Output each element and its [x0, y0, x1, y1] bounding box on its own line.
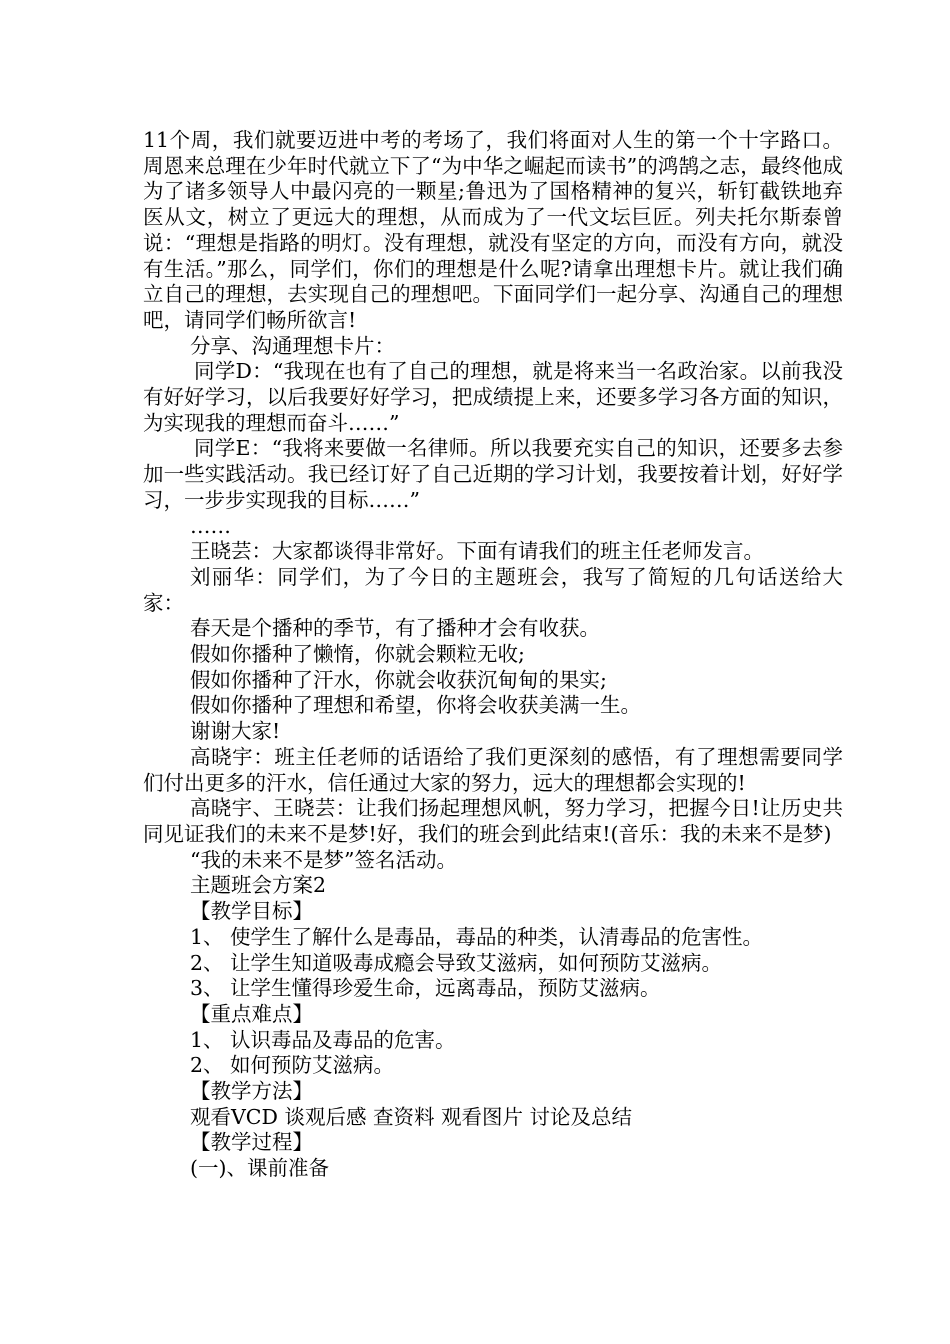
paragraph-student-e: 同学E：“我将来要做一名律师。所以我要充实自己的知识，还要多去参加一些实践活动。我已经订好了自己近期的学习计划，我要按着计划，好好学习，一步步实现我的目标……” — [143, 436, 843, 512]
key-point-item-2: 2、 如何预防艾滋病。 — [190, 1053, 395, 1078]
paragraph-ellipsis: …… — [190, 513, 231, 538]
paragraph-closing: 高晓宇、王晓芸：让我们扬起理想风帆，努力学习，把握今日!让历史共同见证我们的未来不是梦!好，我们的班会到此结束!(音乐：我的未来不是梦) — [143, 796, 843, 846]
section-title-plan-2: 主题班会方案2 — [190, 873, 327, 898]
goal-item-2: 2、 让学生知道吸毒成瘾会导致艾滋病，如何预防艾滋病。 — [190, 950, 723, 975]
paragraph-liu-lihua: 刘丽华：同学们，为了今日的主题班会，我写了简短的几句话送给大家： — [143, 564, 843, 615]
paragraph-thanks: 谢谢大家! — [190, 719, 281, 744]
paragraph-poem-line-2: 假如你播种了懒惰，你就会颗粒无收; — [190, 642, 525, 667]
heading-key-points: 【重点难点】 — [190, 1001, 313, 1026]
teaching-methods-line: 观看VCD 谈观后感 查资料 观看图片 讨论及总结 — [190, 1104, 632, 1129]
heading-teaching-process: 【教学过程】 — [190, 1130, 313, 1155]
heading-teaching-methods: 【教学方法】 — [190, 1079, 313, 1104]
paragraph-wang-xiaoyun: 王晓芸：大家都谈得非常好。下面有请我们的班主任老师发言。 — [190, 539, 764, 564]
paragraph-poem-line-3: 假如你播种了汗水，你就会收获沉甸甸的果实; — [190, 667, 607, 692]
paragraph-student-d: 同学D：“我现在也有了自己的理想，就是将来当一名政治家。以前我没有好好学习，以后我要好好学习，把成绩提上来，还要多学习各方面的知识，为实现我的理想而奋斗……” — [143, 359, 843, 435]
paragraph-poem-line-4: 假如你播种了理想和希望，你将会收获美满一生。 — [190, 693, 641, 718]
process-step-1: (一)、课前准备 — [190, 1156, 329, 1181]
paragraph-intro: 11个周，我们就要迈进中考的考场了，我们将面对人生的第一个十字路口。周恩来总理在少年时代就立下了“为中华之崛起而读书”的鸿鹄之志，最终他成为了诸多领导人中最闪亮的一颗星;鲁迅为了国格精神的复兴，斩钉截铁地弃医从文，树立了更远大的理想，从而成为了一代文坛巨匠。列夫托尔斯泰曾说：“理想是指路的明灯。没有理想，就没有坚定的方向，而没有方向，就没有生活。”那么，同学们，你们的理想是什么呢?请拿出理想卡片。就让我们确立自己的理想，去实现自己的理想吧。下面同学们一起分享、沟通自己的理想吧，请同学们畅所欲言! — [143, 128, 843, 332]
goal-item-1: 1、 使学生了解什么是毒品，毒品的种类，认清毒品的危害性。 — [190, 924, 764, 949]
goal-item-3: 3、 让学生懂得珍爱生命，远离毒品，预防艾滋病。 — [190, 976, 661, 1001]
paragraph-poem-line-1: 春天是个播种的季节，有了播种才会有收获。 — [190, 616, 600, 641]
heading-teaching-goals: 【教学目标】 — [190, 899, 313, 924]
paragraph-share-heading: 分享、沟通理想卡片： — [190, 333, 395, 358]
paragraph-signing-activity: “我的未来不是梦”签名活动。 — [190, 847, 457, 872]
paragraph-gao-xiaoyu: 高晓宇：班主任老师的话语给了我们更深刻的感悟，有了理想需要同学们付出更多的汗水，信任通过大家的努力，远大的理想都会实现的! — [143, 744, 843, 795]
document-page — [143, 128, 843, 1182]
key-point-item-1: 1、 认识毒品及毒品的危害。 — [190, 1027, 456, 1052]
